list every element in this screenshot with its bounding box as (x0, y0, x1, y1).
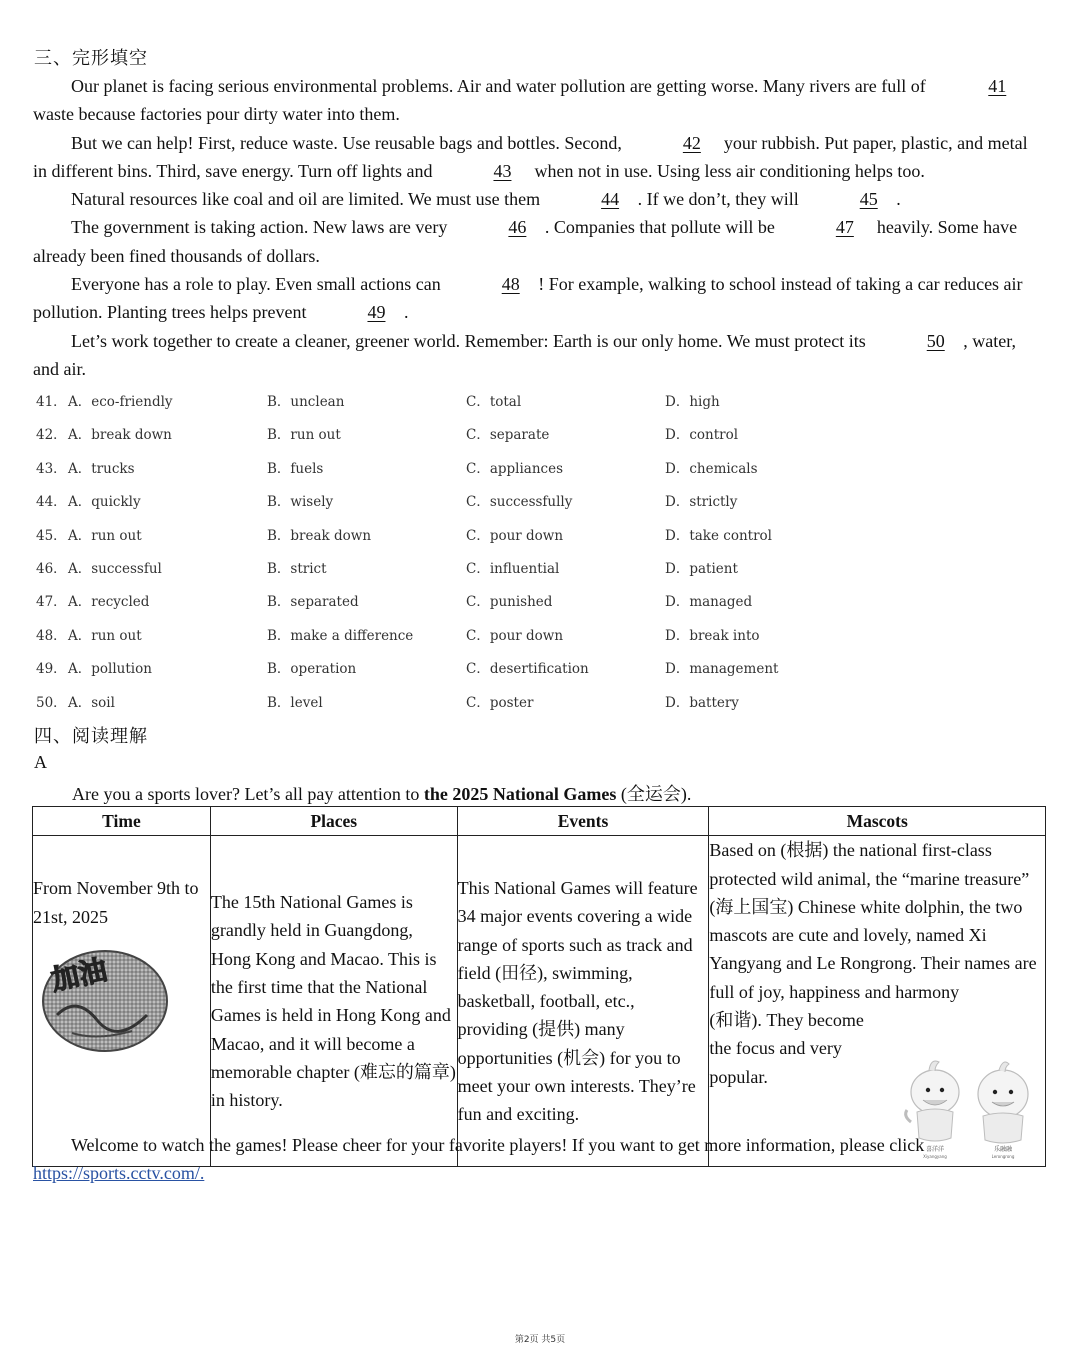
option-b: B．unclean (267, 394, 345, 410)
option-b: B．break down (267, 527, 372, 544)
question-number: 45． (36, 527, 67, 544)
national-games-table (32, 806, 1046, 1167)
closing-paragraph (33, 1131, 1043, 1188)
text: (全运会). (616, 784, 692, 804)
option-a: A．run out (68, 627, 142, 644)
section-title-cloze: 三、完形填空 (34, 48, 148, 68)
section-title-reading: 四、阅读理解 (34, 726, 148, 746)
mascot-2-name: 乐融融 (993, 1146, 1013, 1154)
blank-45: 45 (859, 189, 878, 210)
cloze-paragraph-2 (33, 129, 1043, 186)
text: Are you a sports lover? Let’s all pay attention to (72, 784, 424, 804)
cloze-paragraph-1 (33, 72, 1043, 129)
option-c: C．punished (466, 594, 553, 611)
option-c: C．pour down (466, 627, 564, 644)
cloze-passage (33, 72, 1043, 383)
text: when not in use. Using less air conditioning helps too. (529, 160, 925, 181)
text: heavily. Some have already been fined thousands of dollars. (33, 217, 1018, 266)
text: Natural resources like coal and oil are limited. We must use them (71, 189, 545, 210)
option-b: B．separated (267, 594, 359, 611)
mascot-2-pinyin: Lerongrong (991, 1154, 1015, 1160)
option-d: D．strictly (665, 494, 738, 511)
option-b: B．level (267, 694, 323, 711)
option-a: A．eco-friendly (68, 394, 173, 410)
option-d: D．patient (665, 561, 738, 577)
blank-41: 41 (988, 76, 1007, 96)
text: But we can help! First, reduce waste. Use reusable bags and bottles. Second, (71, 132, 627, 153)
blank-48: 48 (501, 274, 520, 295)
time-text: From November 9th to 21st, 2025 (33, 878, 199, 927)
text: Our planet is facing serious environmental problems. Air and water pollution are getting worse. Many rivers are full of (71, 76, 931, 96)
text: . Companies that pollute will be (544, 217, 780, 238)
cloze-paragraph-5 (33, 270, 1043, 327)
option-c: C．influential (466, 561, 560, 577)
question-number: 48． (36, 627, 67, 644)
option-c: C．total (466, 394, 522, 410)
reading-intro (72, 780, 691, 806)
option-a: A．successful (68, 561, 162, 577)
header-mascots: Mascots (709, 807, 1046, 836)
option-b: B．strict (267, 561, 327, 577)
question-number: 47． (36, 594, 67, 611)
option-a: A．quickly (68, 494, 141, 511)
table-header-row (33, 807, 1046, 836)
option-b: B．make a difference (267, 627, 414, 644)
option-c: C．poster (466, 694, 534, 711)
cell-places: The 15th National Games is grandly held in Guangdong, Hong Kong and Macao. This is the first time that the National Games is held in Hong Kong and Macao, and it will become a memorable chapter (难忘的篇章) in history. (210, 836, 457, 1167)
question-number: 50． (36, 694, 67, 711)
passage-label: A (34, 752, 47, 772)
option-c: C．separate (466, 427, 550, 444)
text: The government is taking action. New laws are very (71, 217, 452, 238)
cheer-stamp-image (37, 945, 169, 1055)
mascot-text-main: Based on (根据) the national first-class protected wild animal, the “marine treasure” (海上国宝) Chinese white dolphin, the two mascots are cute and lovely, named Xi Yangyang and Le Rongrong. Their names are full of joy, happiness and harmony (709, 840, 1037, 1002)
option-d: D．control (665, 427, 739, 444)
bold-text: the 2025 National Games (423, 784, 617, 804)
option-a: A．recycled (68, 594, 150, 611)
page-footer: 第2页 共5页 (514, 1335, 566, 1345)
option-d: D．management (665, 661, 779, 678)
text: , water, and air. (33, 330, 1016, 379)
table-row (33, 836, 1046, 1167)
blank-50: 50 (926, 330, 945, 351)
option-d: D．battery (665, 694, 739, 711)
mascot-1-name: 喜洋洋 (925, 1146, 945, 1154)
question-number: 46． (36, 561, 67, 577)
question-number: 43． (36, 460, 67, 477)
text: Let’s work together to create a cleaner, greener world. Remember: Earth is our only home. We must protect its (71, 330, 871, 351)
option-c: C．successfully (466, 494, 573, 511)
text: ! For example, walking to school instead of taking a car reduces air pollution. Planting trees helps prevent (33, 274, 1023, 323)
blank-47: 47 (835, 217, 854, 238)
option-d: D．take control (665, 527, 772, 544)
text: waste because factories pour dirty water into them. (33, 104, 400, 125)
option-b: B．wisely (267, 494, 334, 511)
cell-mascots (709, 836, 1046, 1167)
blank-43: 43 (493, 160, 512, 181)
option-d: D．chemicals (665, 460, 758, 477)
question-number: 42． (36, 427, 67, 444)
text: Welcome to watch the games! Please cheer for your favorite players! If you want to get more information, please click (71, 1135, 925, 1155)
cloze-paragraph-6 (33, 327, 1043, 384)
option-c: C．desertification (466, 661, 589, 678)
blank-46: 46 (508, 217, 527, 238)
option-b: B．operation (267, 661, 357, 678)
text: your rubbish. Put paper, plastic, and metal in different bins. Third, save energy. Turn off lights and (33, 132, 1028, 181)
option-a: A．run out (68, 527, 142, 544)
text: . (896, 189, 901, 210)
cctv-sports-link[interactable]: https://sports.cctv.com/. (33, 1163, 205, 1184)
option-d: D．high (665, 394, 720, 410)
mascot-1-pinyin: Xiyangyang (923, 1154, 947, 1160)
option-c: C．pour down (466, 527, 564, 544)
mascot-text-line: (和谐). They become (709, 1010, 864, 1031)
mascot-text-line: the focus and very (709, 1038, 842, 1059)
cloze-paragraph-3 (33, 185, 1043, 213)
question-number: 44． (36, 494, 67, 511)
option-a: A．break down (68, 427, 172, 444)
option-c: C．appliances (466, 460, 564, 477)
option-b: B．fuels (267, 460, 324, 477)
option-a: A．trucks (68, 460, 135, 477)
cell-events: This National Games will feature 34 major events covering a wide range of sports such as track and field (田径), swimming, basketball, football, etc., providing (提供) many opportunities (机会) for you to meet your own interests. They’re fun and exciting. (457, 836, 709, 1167)
blank-49: 49 (367, 302, 386, 323)
text: Everyone has a role to play. Even small actions can (71, 274, 446, 295)
text: . If we don’t, they will (637, 189, 804, 210)
mascot-text-line: popular. (709, 1066, 768, 1087)
option-d: D．managed (665, 594, 753, 611)
cell-time (33, 836, 211, 1167)
question-number: 41． (36, 394, 67, 410)
option-a: A．soil (68, 694, 115, 711)
stamp-text: 加油 (48, 952, 110, 997)
option-b: B．run out (267, 427, 341, 444)
blank-44: 44 (601, 189, 620, 210)
header-events: Events (457, 807, 709, 836)
option-a: A．pollution (68, 661, 152, 678)
closing-text (33, 1131, 1043, 1188)
option-d: D．break into (665, 627, 760, 644)
question-number: 49． (36, 661, 67, 678)
header-time: Time (33, 807, 211, 836)
header-places: Places (210, 807, 457, 836)
text: . (403, 302, 409, 323)
cloze-paragraph-4 (33, 213, 1043, 270)
blank-42: 42 (682, 132, 701, 153)
